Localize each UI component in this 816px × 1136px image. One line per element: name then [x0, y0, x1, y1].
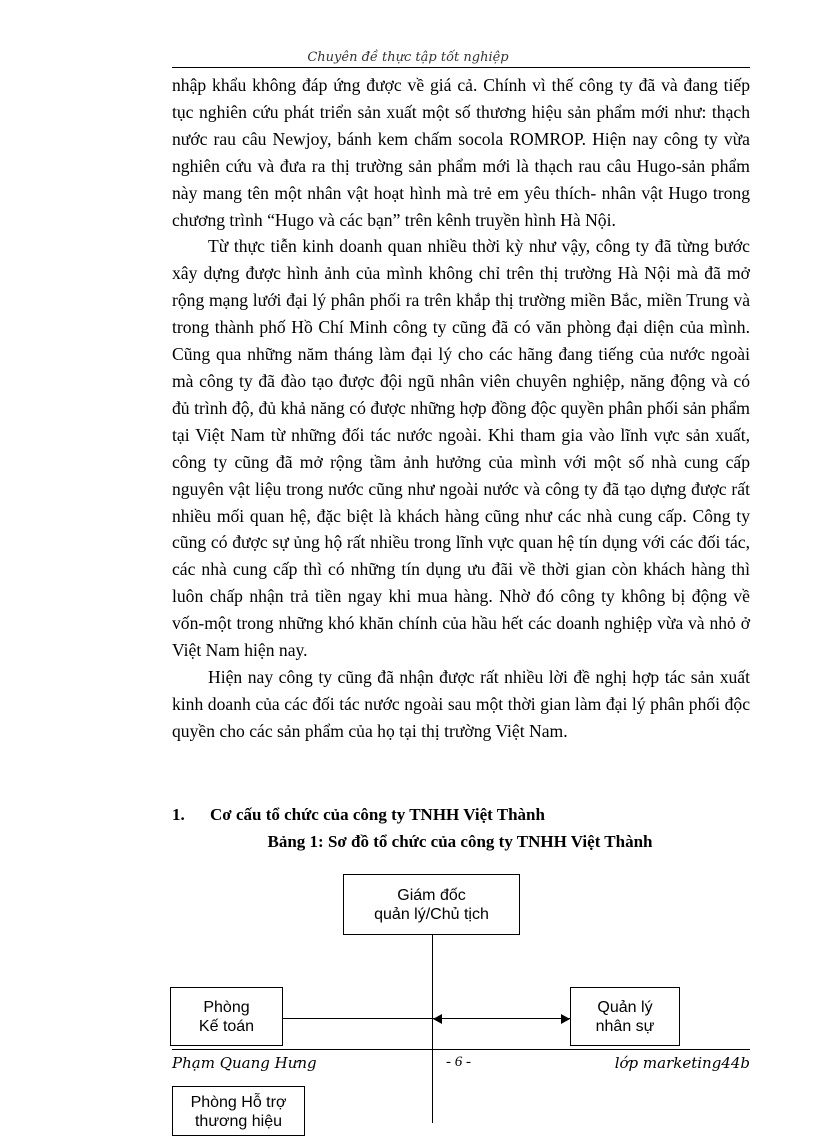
paragraph-2: Từ thực tiễn kinh doanh quan nhiều thời kỳ như vậy, công ty đã từng bước xây dựng được hình ảnh của mình không chỉ trên thị trường Hà Nội mà đã mở rộng mạng lưới đại lý phân phối ra trên khắp thị trường miền Bắc, miền Trung và trong thành phố Hồ Chí Minh công ty cũng đã có văn phòng đại diện của mình. Cũng qua những năm tháng làm đại lý cho các hãng đang tiếng của nước ngoài mà công ty đã đào tạo được đội ngũ nhân viên chuyên nghiệp, năng động và có đủ trình độ, đủ khả năng có được những hợp đồng độc quyền phân phối sản phẩm tại Việt Nam từ những đối tác nước ngoài. Khi tham gia vào lĩnh vực sản xuất, công ty cũng đã mở rộng tầm ảnh hưởng của mình với một số nhà cung cấp nguyên vật liệu trong nước cũng như ngoài nước và công ty đã tạo dựng được rất nhiều mối quan hệ, đặc biệt là khách hàng cũng như các nhà cung cấp. Công ty cũng có được sự ủng hộ rất nhiều trong lĩnh vực quan hệ tín dụng với các đối tác, các nhà cung cấp thì có những tín dụng ưu đãi về thời gian còn khách hàng thì luôn chấp nhận trả tiền ngay khi mua hàng. Nhờ đó công ty không bị động về vốn-một trong những khó khăn chính của hầu hết các doanh nghiệp vừa và nhỏ ở Việt Nam hiện nay. [172, 236, 750, 661]
org-chart-vertical-line [432, 934, 433, 1123]
footer-rule [172, 1049, 750, 1050]
org-box-accounting-line-1: Phòng [203, 998, 250, 1016]
footer-author: Phạm Quang Hưng [172, 1054, 317, 1072]
connector-accounting [282, 1018, 432, 1019]
section-number: 1. [172, 805, 185, 824]
org-box-hr [570, 987, 680, 1046]
org-box-support-line-2: thương hiệu [194, 1113, 283, 1130]
connector-hr [433, 1018, 570, 1019]
org-box-hr-line-1: Quản lý [597, 998, 653, 1016]
arrow-head-icon [561, 1014, 570, 1024]
org-box-director-line-2: quản lý/Chủ tịch [374, 905, 489, 923]
header-rule [172, 67, 750, 68]
org-box-director-line-1: Giám đốc [397, 886, 466, 904]
paragraph-3: Hiện nay công ty cũng đã nhận được rất nhiều lời đề nghị hợp tác sản xuất kinh doanh của các đối tác nước ngoài sau một thời gian làm đại lý phân phối độc quyền cho các sản phẩm của họ tại thị trường Việt Nam. [172, 666, 750, 741]
footer-class: lớp marketing44b [614, 1054, 750, 1072]
section-title: Cơ cấu tổ chức của công ty TNHH Việt Thành [210, 805, 545, 824]
org-box-accounting-line-2: Kế toán [198, 1017, 255, 1035]
arrow-head-icon [433, 1014, 442, 1024]
page-header-title: Chuyên đề thực tập tốt nghiệp [307, 50, 509, 65]
org-box-support-line-1: Phòng Hỗ trợ [190, 1094, 287, 1111]
org-box-support [172, 1086, 305, 1136]
org-box-accounting [170, 987, 283, 1046]
body-text [172, 72, 750, 745]
footer-page-number: - 6 - [446, 1054, 471, 1070]
paragraph-1: nhập khẩu không đáp ứng được về giá cả. Chính vì thế công ty đã và đang tiếp tục nghiên cứu phát triển sản xuất một số thương hiệu sản phẩm mới như: thạch nước rau câu Newjoy, bánh kem chấm socola ROMROP. Hiện nay công ty vừa nghiên cứu và đưa ra thị trường sản phẩm mới là thạch rau câu Hugo-sản phẩm này mang tên một nhân vật hoạt hình mà trẻ em yêu thích- nhân vật Hugo trong chương trình “Hugo và các bạn” trên kênh truyền hình Hà Nội. [172, 75, 750, 230]
section-heading [172, 805, 545, 825]
table-caption: Bảng 1: Sơ đồ tổ chức của công ty TNHH Việt Thành [267, 832, 653, 851]
org-box-hr-line-2: nhân sự [595, 1017, 655, 1035]
org-box-director [343, 874, 520, 935]
